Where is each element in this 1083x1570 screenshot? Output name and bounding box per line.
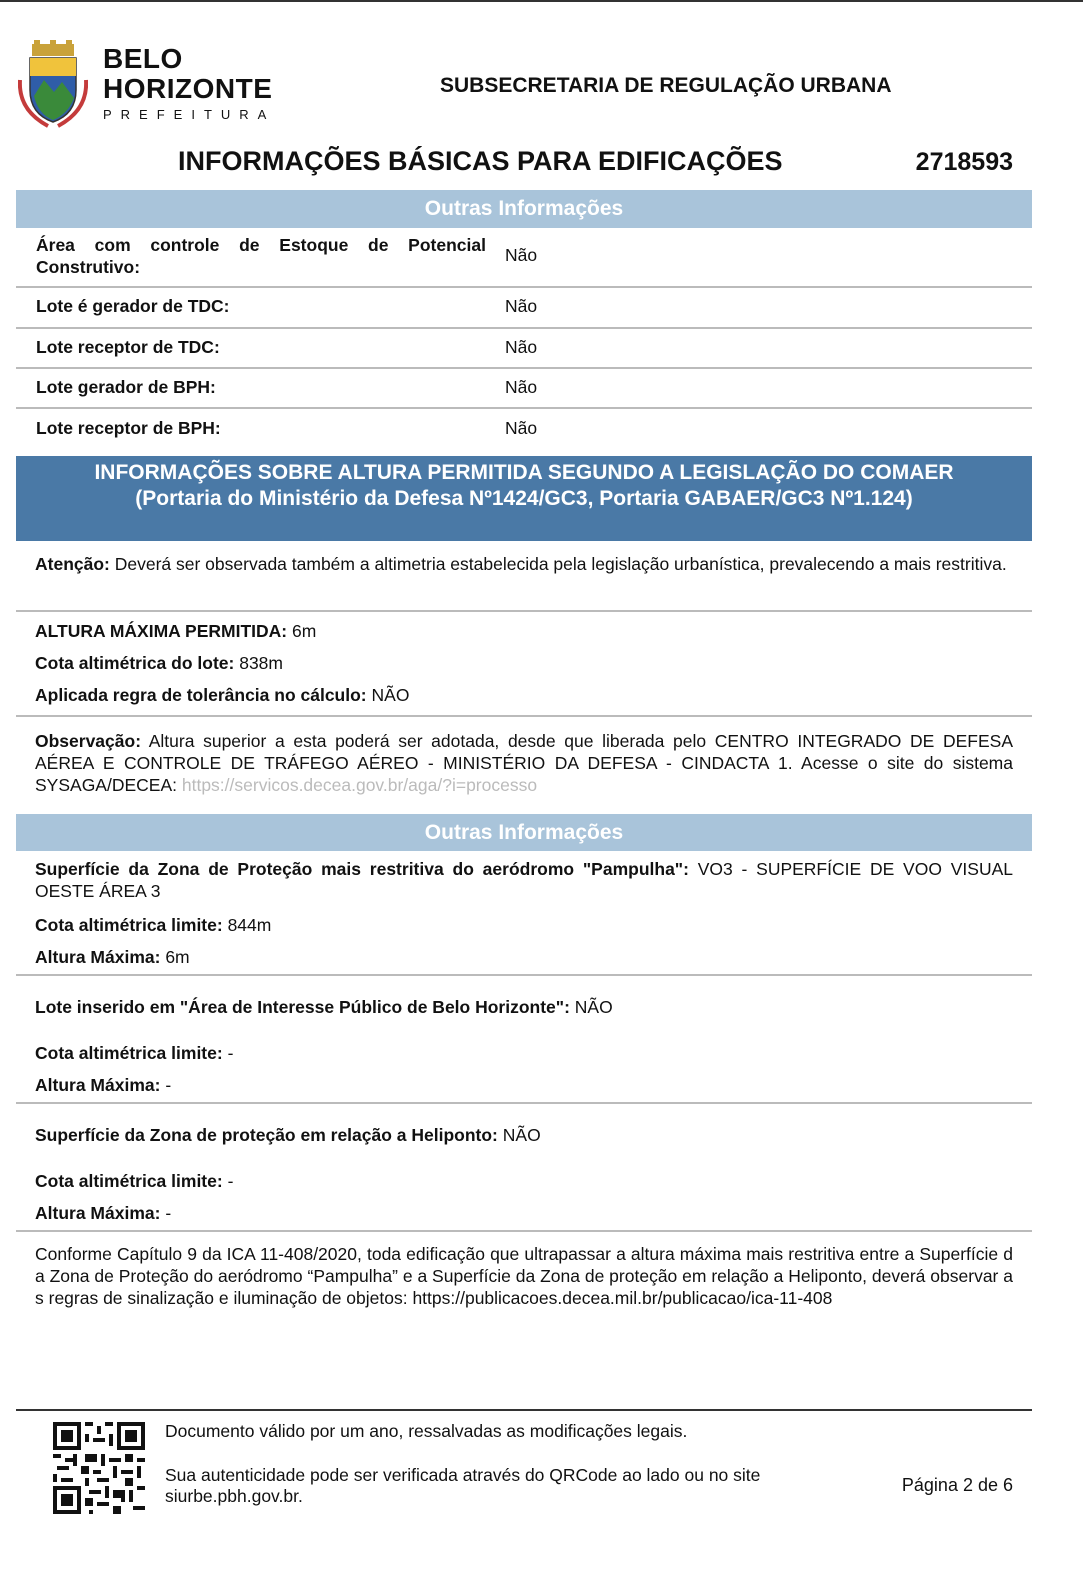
info-row-receptor-tdc bbox=[16, 329, 1032, 369]
altura-value: 6m bbox=[287, 621, 317, 641]
row-value: Não bbox=[505, 296, 538, 316]
brand-line1: BELO bbox=[103, 43, 183, 74]
altura-maxima-label: Altura Máxima: bbox=[35, 1075, 161, 1095]
row-label: Lote receptor de TDC: bbox=[36, 337, 220, 357]
conforme-ica-note: Conforme Capítulo 9 da ICA 11-408/2020, toda edificação que ultrapassar a altura máxima mais restritiva entre a Superfície da Zona de Proteção do aeródromo “Pampulha” e a Superfície da Zona de proteção em relação a Heliponto, deverá observar as regras de sinalização e iluminação de objetos: https://publicacoes.decea.mil.br/publicacao/ica-11-408 bbox=[35, 1244, 1013, 1308]
regra-tolerancia bbox=[35, 684, 1013, 706]
info-row-gerador-bph bbox=[16, 369, 1032, 409]
superficie-value: VO3 - SUPERFÍCIE DE VOO VISUAL OESTE ÁREA 3 bbox=[35, 859, 1013, 901]
cota-limite-label: Cota altimétrica limite: bbox=[35, 915, 223, 935]
tolerancia-label: Aplicada regra de tolerância no cálculo: bbox=[35, 685, 367, 705]
divider bbox=[16, 610, 1032, 612]
divider bbox=[16, 1230, 1032, 1232]
row-label: Área com controle de Estoque de Potencial Construtivo: bbox=[36, 235, 486, 277]
divider bbox=[16, 974, 1032, 976]
area-interesse-publico bbox=[35, 996, 1013, 1018]
brand-line3: PREFEITURA bbox=[103, 107, 276, 122]
cota-limite-value: 844m bbox=[222, 915, 272, 935]
altura-label: ALTURA MÁXIMA PERMITIDA: bbox=[35, 621, 288, 641]
observacao-text: Altura superior a esta poderá ser adotada, desde que liberada pelo CENTRO INTEGRADO DE DEFESA AÉREA E CONTROLE DE TRÁFEGO AÉREO - MINISTÉRIO DA DEFESA - CINDACTA 1. Acesse o site do sistema SYSAGA/DECEA: bbox=[35, 731, 1013, 795]
heliponto-zona bbox=[35, 1124, 1013, 1146]
info-row-receptor-bph bbox=[16, 409, 1032, 447]
row-value: Não bbox=[505, 337, 538, 357]
coat-of-arms-logo bbox=[18, 40, 88, 130]
subsecretaria-title: SUBSECRETARIA DE REGULAÇÃO URBANA bbox=[440, 74, 892, 97]
comaer-heading bbox=[16, 456, 1032, 541]
heliponto-label: Superfície da Zona de proteção em relação a Heliponto: bbox=[35, 1125, 498, 1145]
brand-line2: HORIZONTE bbox=[103, 73, 273, 104]
qr-code-icon bbox=[53, 1422, 145, 1514]
observacao-label: Observação: bbox=[35, 731, 142, 751]
cota-limite-3 bbox=[35, 1170, 1013, 1192]
cota-value: 838m bbox=[234, 653, 283, 673]
altura-maxima-label: Altura Máxima: bbox=[35, 1203, 161, 1223]
interesse-value: NÃO bbox=[569, 997, 613, 1017]
atencao-note bbox=[35, 553, 1013, 575]
cota-label: Cota altimétrica do lote: bbox=[35, 653, 235, 673]
row-value: Não bbox=[505, 245, 538, 265]
info-row-estoque bbox=[16, 228, 1032, 288]
altura-maxima-value: 6m bbox=[160, 947, 190, 967]
info-row-gerador-tdc bbox=[16, 288, 1032, 329]
validity-note: Documento válido por um ano, ressalvadas as modificações legais. bbox=[165, 1421, 688, 1441]
cota-limite-label: Cota altimétrica limite: bbox=[35, 1171, 223, 1191]
cota-limite-value: - bbox=[222, 1171, 234, 1191]
altura-maxima-2 bbox=[35, 1074, 1013, 1096]
superficie-label: Superfície da Zona de Proteção mais restritiva do aeródromo "Pampulha": bbox=[35, 859, 689, 879]
divider bbox=[16, 715, 1032, 717]
altura-maxima-label: Altura Máxima: bbox=[35, 947, 161, 967]
interesse-label: Lote inserido em "Área de Interesse Público de Belo Horizonte": bbox=[35, 997, 570, 1017]
footer-divider bbox=[16, 1409, 1032, 1411]
cota-altimetrica-lote bbox=[35, 652, 1013, 674]
atencao-label: Atenção: bbox=[35, 554, 110, 574]
brand-name bbox=[103, 44, 275, 122]
altura-maxima-1 bbox=[35, 946, 1013, 968]
document-number: 2718593 bbox=[915, 148, 1013, 176]
comaer-heading-line1: INFORMAÇÕES SOBRE ALTURA PERMITIDA SEGUNDO A LEGISLAÇÃO DO COMAER bbox=[94, 461, 954, 484]
cota-limite-value: - bbox=[222, 1043, 234, 1063]
divider bbox=[16, 1102, 1032, 1104]
top-border bbox=[0, 0, 1083, 2]
sysaga-link[interactable]: https://servicos.decea.gov.br/aga/?i=processo bbox=[181, 775, 538, 795]
section-heading-outras-informacoes-2: Outras Informações bbox=[16, 814, 1032, 851]
row-value: Não bbox=[505, 418, 538, 438]
section-heading-outras-informacoes: Outras Informações bbox=[16, 190, 1032, 228]
row-label: Lote receptor de BPH: bbox=[36, 418, 221, 438]
authenticity-site-link[interactable]: siurbe.pbh.gov.br. bbox=[165, 1486, 303, 1506]
altura-maxima-value: - bbox=[160, 1203, 172, 1223]
tolerancia-value: NÃO bbox=[366, 685, 410, 705]
cota-limite-1 bbox=[35, 914, 1013, 936]
heliponto-value: NÃO bbox=[497, 1125, 541, 1145]
authenticity-note bbox=[165, 1465, 760, 1507]
row-label: Lote é gerador de TDC: bbox=[36, 296, 230, 316]
atencao-text: Deverá ser observada também a altimetria estabelecida pela legislação urbanística, prevalecendo a mais restritiva. bbox=[109, 554, 1007, 574]
row-label: Lote gerador de BPH: bbox=[36, 377, 216, 397]
row-value: Não bbox=[505, 377, 538, 397]
altura-maxima-value: - bbox=[160, 1075, 172, 1095]
document-title: INFORMAÇÕES BÁSICAS PARA EDIFICAÇÕES bbox=[178, 146, 783, 176]
superficie-pampulha bbox=[35, 858, 1013, 902]
comaer-heading-line2: (Portaria do Ministério da Defesa Nº1424/GC3, Portaria GABAER/GC3 Nº1.124) bbox=[135, 487, 913, 510]
altura-maxima-permitida bbox=[35, 620, 1013, 642]
cota-limite-2 bbox=[35, 1042, 1013, 1064]
cota-limite-label: Cota altimétrica limite: bbox=[35, 1043, 223, 1063]
page-number: Página 2 de 6 bbox=[901, 1475, 1013, 1495]
observacao-note bbox=[35, 730, 1013, 796]
altura-maxima-3 bbox=[35, 1202, 1013, 1224]
authenticity-line1: Sua autenticidade pode ser verificada através do QRCode ao lado ou no site bbox=[165, 1465, 761, 1485]
